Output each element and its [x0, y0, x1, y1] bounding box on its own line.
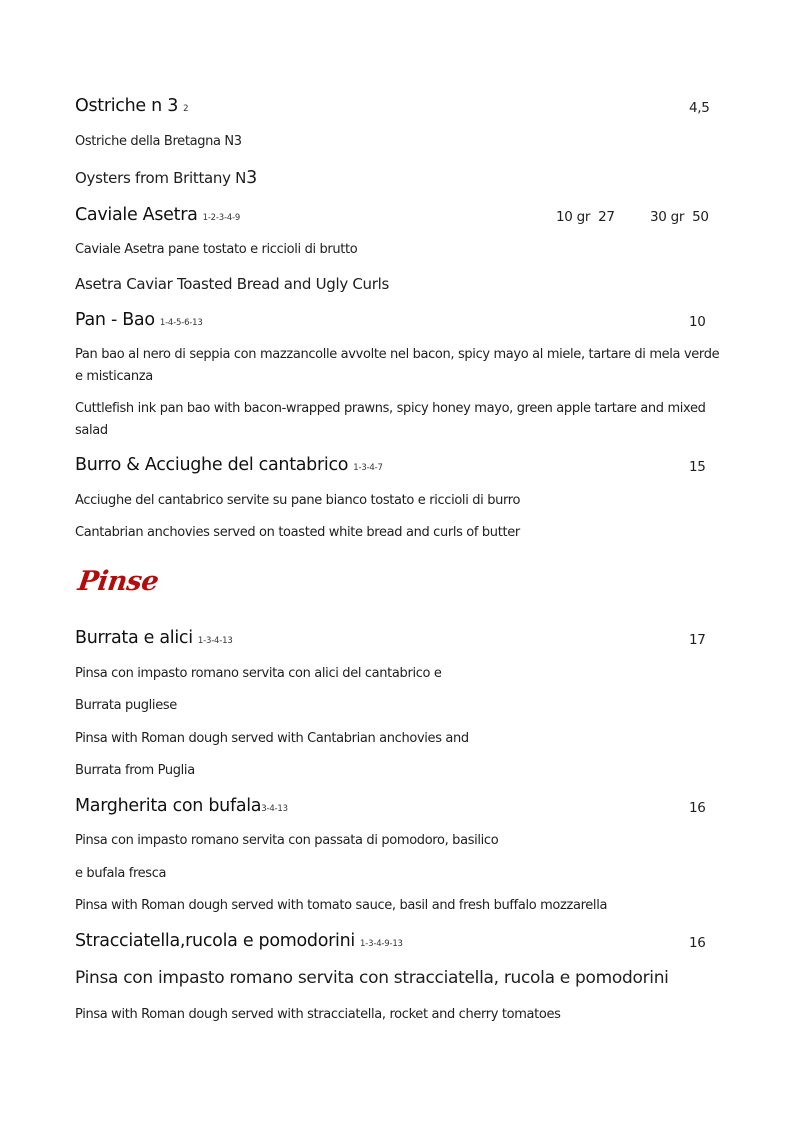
item-desc-en: Asetra Caviar Toasted Bread and Ugly Curls	[75, 275, 390, 293]
item-desc-en-line2: Burrata from Puglia	[75, 763, 195, 778]
item-desc-it-line2: e bufala fresca	[75, 866, 167, 881]
menu-item-title-burrata-alici	[75, 628, 233, 648]
desc-en-suffix: 3	[246, 168, 257, 188]
item-price: 17	[689, 632, 706, 648]
item-name: Margherita con bufala	[75, 796, 262, 816]
item-price: 16	[689, 800, 706, 816]
item-desc-it: Acciughe del cantabrico servite su pane bianco tostato e riccioli di burro	[75, 493, 521, 508]
section-title-pinse: Pinse	[76, 566, 161, 597]
item-price: 10	[689, 314, 706, 330]
item-desc-it: Caviale Asetra pane tostato e riccioli di brutto	[75, 242, 358, 257]
menu-item-title-stracciatella	[75, 931, 403, 951]
item-price-small: 10 gr 27	[556, 209, 615, 225]
item-name: Caviale Asetra	[75, 205, 198, 225]
item-desc-it: Pan bao al nero di seppia con mazzancolle avvolte nel bacon, spicy mayo al miele, tartare di mela verde e misticanza	[75, 347, 720, 384]
item-name: Pan - Bao	[75, 310, 155, 330]
item-name: Ostriche n 3	[75, 96, 179, 116]
item-allergens: 3-4-13	[261, 804, 288, 814]
item-desc-it-line1: Pinsa con impasto romano servita con alici del cantabrico e	[75, 666, 442, 681]
item-allergens: 1-3-4-13	[197, 636, 233, 646]
item-allergens: 1-2-3-4-9	[202, 213, 241, 223]
item-desc-en	[75, 168, 257, 188]
item-name: Stracciatella,rucola e pomodorini	[75, 931, 355, 951]
menu-item-title-burro-acciughe	[75, 455, 383, 475]
item-name: Burro & Acciughe del cantabrico	[75, 455, 349, 475]
item-allergens: 1-3-4-9-13	[360, 939, 403, 949]
item-allergens: 1-4-5-6-13	[159, 318, 203, 328]
menu-item-title-ostriche	[75, 96, 188, 116]
item-desc-it-line2: Burrata pugliese	[75, 698, 177, 713]
item-allergens: 1-3-4-7	[353, 463, 383, 473]
item-allergens: 2	[183, 104, 189, 114]
item-price: 4,5	[689, 100, 710, 116]
desc-en-text: Oysters from Brittany N	[75, 169, 247, 187]
item-desc-en-line1: Pinsa with Roman dough served with Cantabrian anchovies and	[75, 731, 469, 746]
menu-item-title-pan-bao	[75, 310, 203, 330]
item-price-large: 30 gr 50	[650, 209, 709, 225]
item-desc-en: Pinsa with Roman dough served with stracciatella, rocket and cherry tomatoes	[75, 1007, 561, 1022]
item-desc-it: Pinsa con impasto romano servita con stracciatella, rucola e pomodorini	[75, 968, 669, 988]
item-desc-en: Cuttlefish ink pan bao with bacon-wrapped prawns, spicy honey mayo, green apple tartare and mixed salad	[75, 401, 706, 438]
item-name: Burrata e alici	[75, 628, 193, 648]
item-desc-en: Pinsa with Roman dough served with tomato sauce, basil and fresh buffalo mozzarella	[75, 898, 608, 913]
menu-item-title-caviale	[75, 205, 240, 225]
menu-item-title-margherita	[75, 796, 288, 816]
item-price: 15	[689, 459, 706, 475]
item-desc-it: Ostriche della Bretagna N3	[75, 134, 242, 149]
item-desc-it-line1: Pinsa con impasto romano servita con passata di pomodoro, basilico	[75, 833, 499, 848]
item-price: 16	[689, 935, 706, 951]
item-desc-en: Cantabrian anchovies served on toasted white bread and curls of butter	[75, 525, 520, 540]
